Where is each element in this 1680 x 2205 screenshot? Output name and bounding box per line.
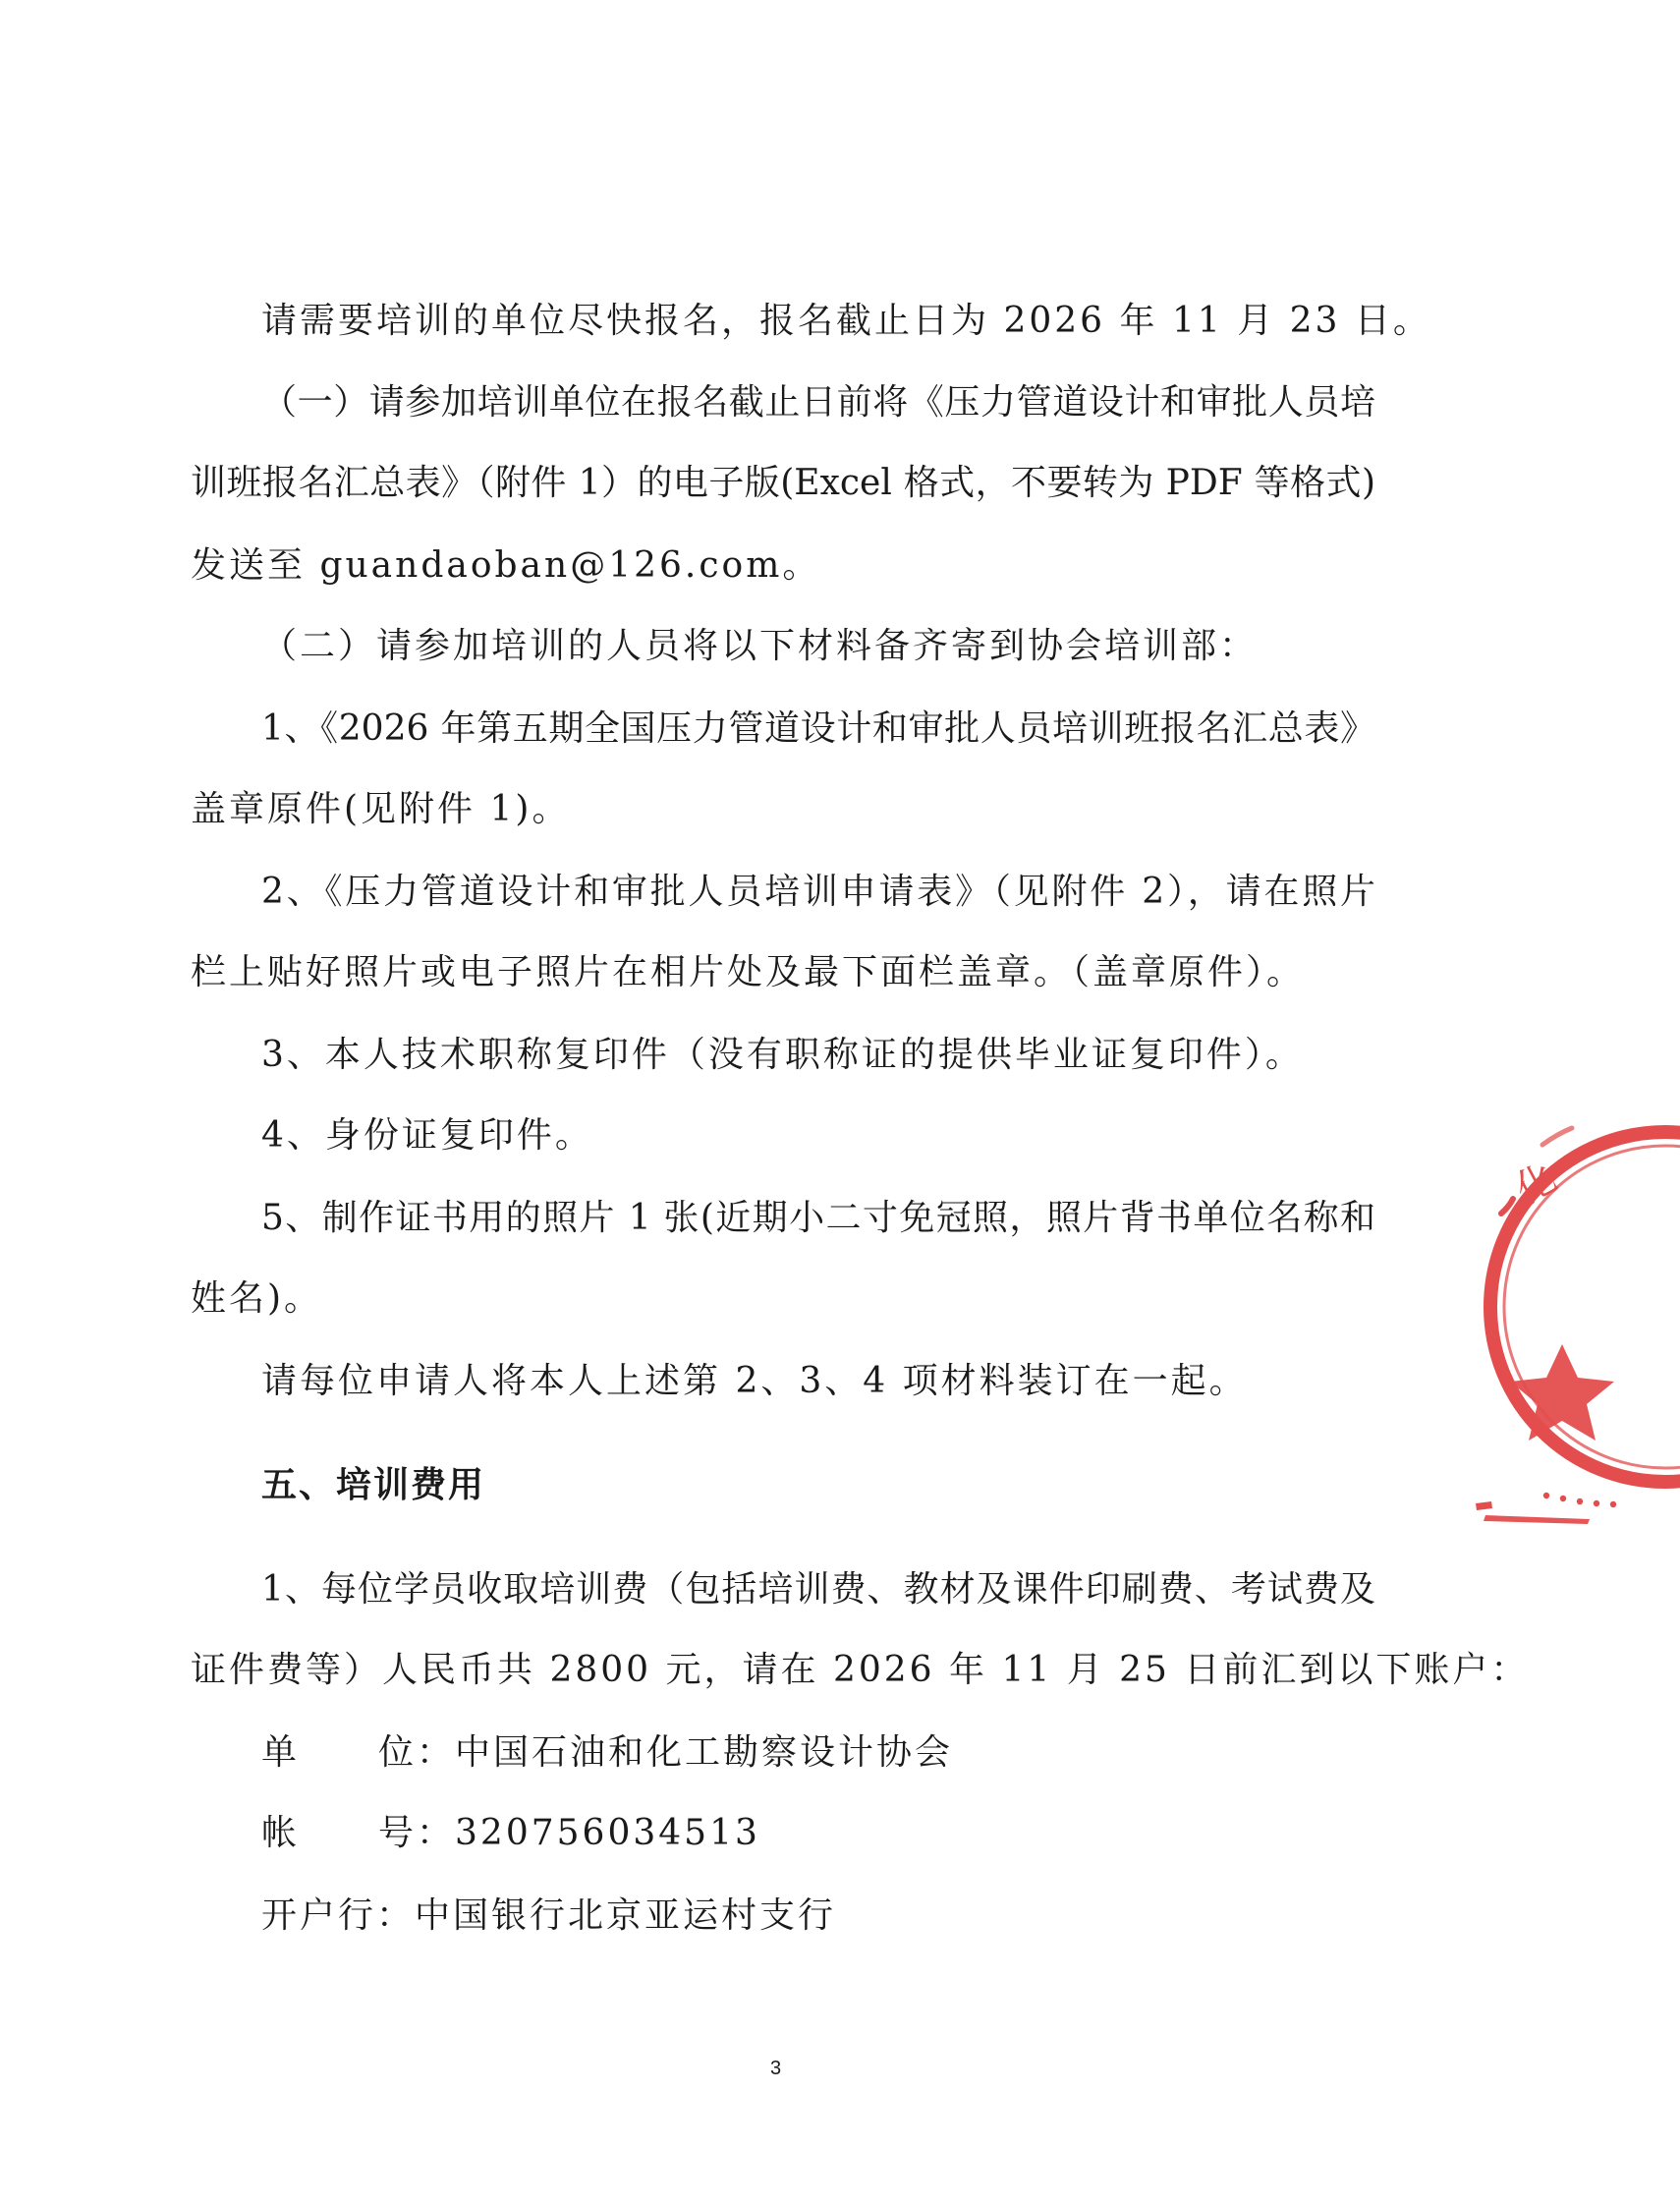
account-unit-label-2: 位： xyxy=(378,1732,456,1773)
material-1-line-2: 盖章原件(见附件 1)。 xyxy=(191,789,571,829)
paragraph-item-1-line-1: （一）请参加培训单位在报名截止日前将《压力管道设计和审批人员培 xyxy=(261,382,1375,423)
material-5-line-1: 5、制作证书用的照片 1 张(近期小二寸免冠照，照片背书单位名称和 xyxy=(261,1198,1375,1238)
account-bank-row xyxy=(261,1893,836,1940)
paragraph-item-1-line-3: 发送至 guandaoban@126.com。 xyxy=(191,545,821,586)
account-number-value: 320756034513 xyxy=(455,1813,760,1853)
paragraph-item-1-line-2: 训班报名汇总表》（附件 1）的电子版(Excel 格式，不要转为 PDF 等格式) xyxy=(191,463,1375,503)
section-heading-fees: 五、培训费用 xyxy=(261,1465,486,1505)
account-number-row xyxy=(261,1810,760,1857)
paragraph-deadline: 请需要培训的单位尽快报名，报名截止日为 2026 年 11 月 23 日。 xyxy=(261,301,1431,341)
binding-instruction: 请每位申请人将本人上述第 2、3、4 项材料装订在一起。 xyxy=(261,1361,1248,1401)
material-2-line-1: 2、《压力管道设计和审批人员培训申请表》（见附件 2），请在照片 xyxy=(261,872,1375,912)
account-unit-row xyxy=(261,1729,953,1777)
material-3: 3、本人技术职称复印件（没有职称证的提供毕业证复印件）。 xyxy=(261,1035,1304,1075)
account-bank-value: 中国银行北京亚运村支行 xyxy=(415,1895,837,1936)
material-1-line-1: 1、《2026 年第五期全国压力管道设计和审批人员培训班报名汇总表》 xyxy=(261,708,1375,749)
fee-paragraph-line-2: 证件费等）人民币共 2800 元，请在 2026 年 11 月 25 日前汇到以下账户： xyxy=(191,1650,1530,1690)
account-number-label: 帐 xyxy=(261,1813,301,1853)
page-number: 3 xyxy=(770,2058,782,2079)
material-4: 4、身份证复印件。 xyxy=(261,1115,593,1156)
stamp-seal-text: 化 xyxy=(1508,1155,1565,1214)
account-bank-label: 开户行： xyxy=(261,1895,416,1936)
account-number-label-2: 号： xyxy=(378,1813,456,1853)
account-unit-label: 单 xyxy=(261,1732,301,1773)
official-seal-stamp-icon xyxy=(1464,1101,1680,1474)
paragraph-item-2: （二）请参加培训的人员将以下材料备齐寄到协会培训部： xyxy=(261,626,1259,666)
material-2-line-2: 栏上贴好照片或电子照片在相片处及最下面栏盖章。（盖章原件）。 xyxy=(191,952,1306,992)
material-5-line-2: 姓名)。 xyxy=(191,1278,323,1319)
account-unit-value: 中国石油和化工勘察设计协会 xyxy=(455,1732,954,1773)
fee-paragraph-line-1: 1、每位学员收取培训费（包括培训费、教材及课件印刷费、考试费及 xyxy=(261,1569,1375,1610)
